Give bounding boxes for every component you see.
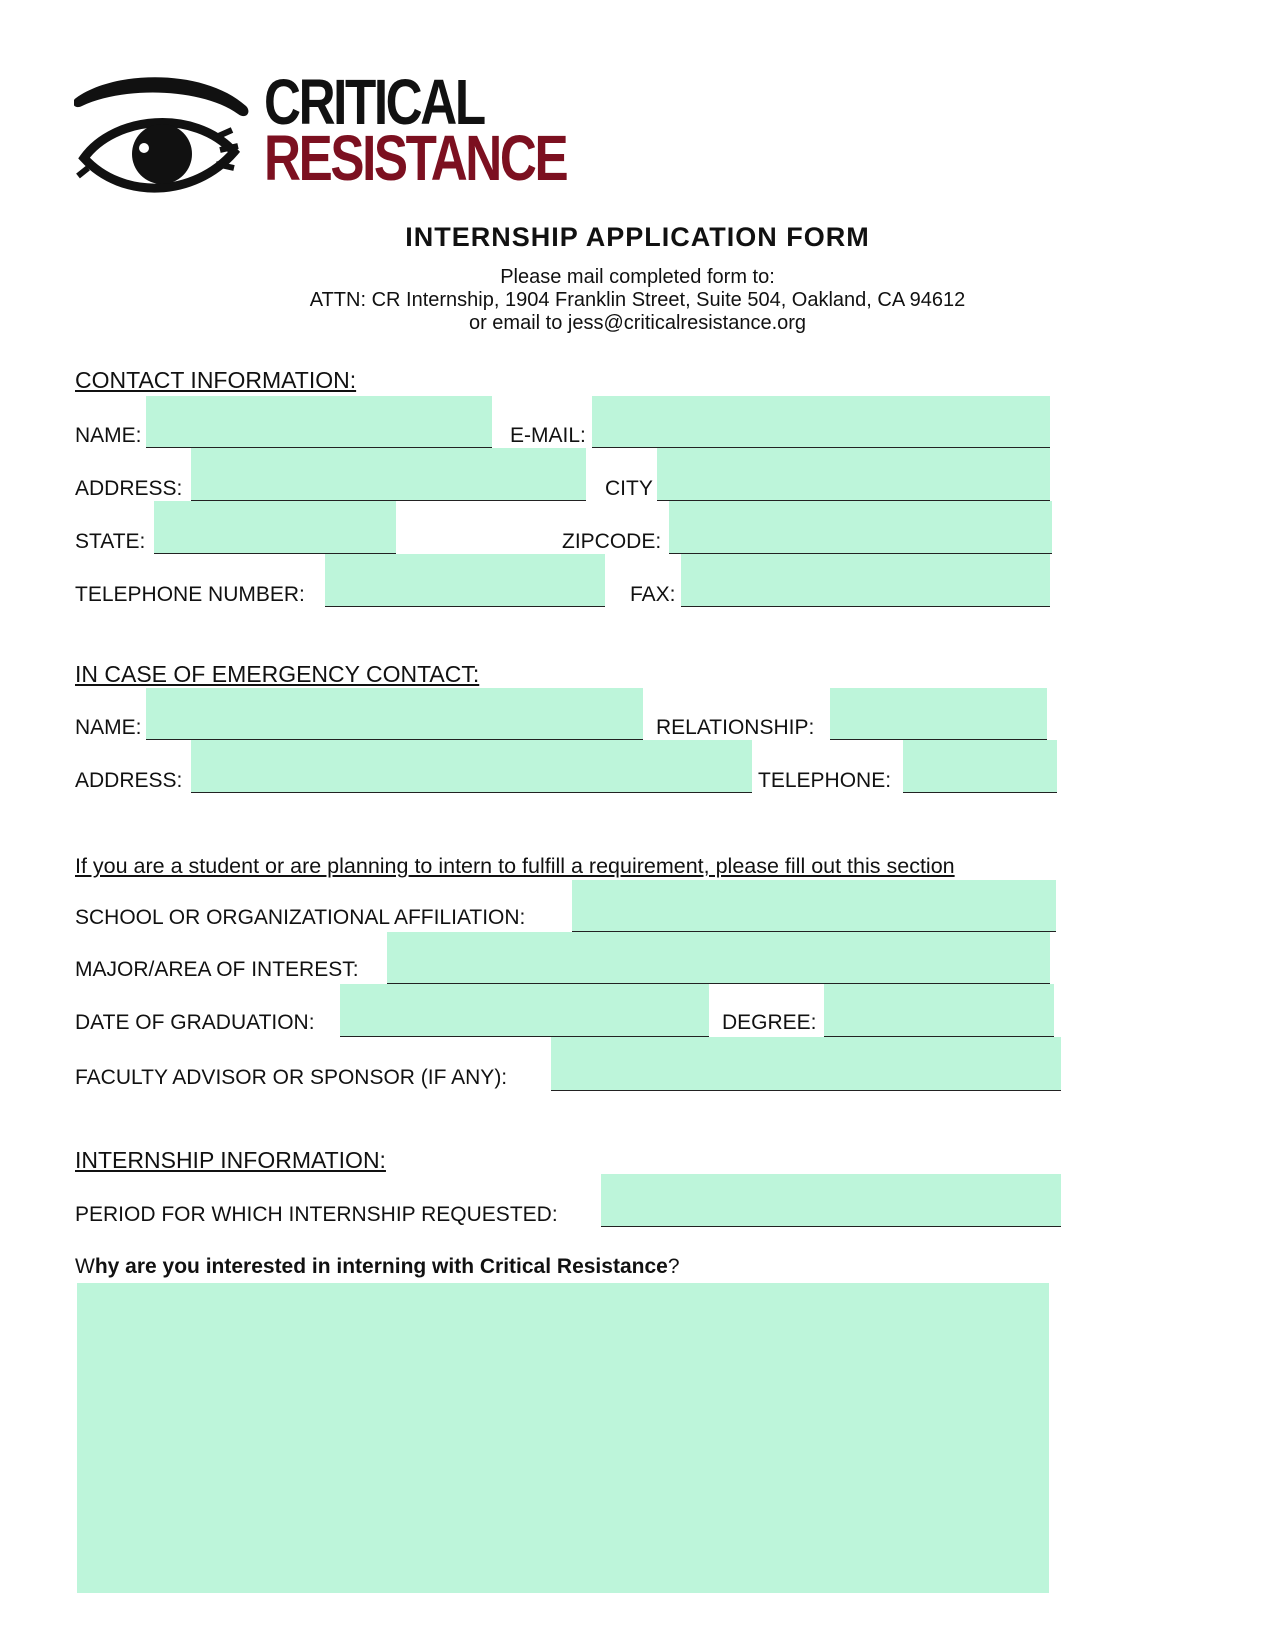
logo (74, 66, 634, 202)
emergency-heading: IN CASE OF EMERGENCY CONTACT: (75, 661, 480, 687)
period-label: PERIOD FOR WHICH INTERNSHIP REQUESTED: (75, 1203, 558, 1226)
major-field[interactable] (387, 932, 1050, 984)
email-label: E-MAIL: (510, 424, 586, 447)
name-field[interactable] (146, 396, 492, 448)
affiliation-field[interactable] (572, 880, 1056, 932)
graduation-field[interactable] (340, 984, 709, 1037)
degree-field[interactable] (824, 984, 1054, 1037)
degree-label: DEGREE: (722, 1011, 817, 1034)
interest-question-suffix: ? (667, 1255, 680, 1278)
emergency-address-label: ADDRESS: (75, 769, 183, 792)
graduation-label: DATE OF GRADUATION: (75, 1011, 315, 1034)
state-field[interactable] (154, 501, 396, 554)
emergency-name-label: NAME: (75, 716, 142, 739)
logo-line-resistance: RESISTANCE (264, 122, 567, 194)
student-heading: If you are a student or are planning to intern to fulfill a requirement, please fill out this section (75, 854, 955, 878)
telephone-field[interactable] (325, 554, 605, 607)
emergency-address-field[interactable] (191, 740, 752, 793)
city-label: CITY (605, 477, 653, 500)
logo-line-critical: CRITICAL (264, 66, 484, 138)
emergency-telephone-field[interactable] (903, 740, 1057, 793)
internship-heading: INTERNSHIP INFORMATION: (75, 1147, 386, 1173)
city-field[interactable] (657, 448, 1050, 501)
fax-field[interactable] (681, 554, 1050, 607)
interest-answer-field[interactable] (77, 1283, 1049, 1593)
interest-question-prefix: W (75, 1255, 95, 1278)
address-field[interactable] (191, 448, 586, 501)
major-label: MAJOR/AREA OF INTEREST: (75, 958, 359, 981)
fax-label: FAX: (630, 583, 676, 606)
state-label: STATE: (75, 530, 146, 553)
relationship-label: RELATIONSHIP: (656, 716, 815, 739)
interest-question (75, 1255, 680, 1279)
address-label: ADDRESS: (75, 477, 183, 500)
mail-instructions: Please mail completed form to: (500, 266, 775, 288)
eye-icon (74, 72, 254, 197)
zipcode-field[interactable] (669, 501, 1052, 554)
zipcode-label: ZIPCODE: (562, 530, 662, 553)
emergency-name-field[interactable] (146, 688, 643, 740)
emergency-telephone-label: TELEPHONE: (758, 769, 892, 792)
advisor-label: FACULTY ADVISOR OR SPONSOR (IF ANY): (75, 1066, 508, 1089)
telephone-label: TELEPHONE NUMBER: (75, 583, 305, 606)
contact-heading: CONTACT INFORMATION: (75, 367, 357, 393)
relationship-field[interactable] (830, 688, 1047, 740)
interest-question-bold: hy are you interested in interning with Critical Resistance (94, 1255, 668, 1278)
email-field[interactable] (592, 396, 1050, 448)
form-title: INTERNSHIP APPLICATION FORM (405, 222, 870, 252)
advisor-field[interactable] (551, 1037, 1061, 1091)
name-label: NAME: (75, 424, 142, 447)
affiliation-label: SCHOOL OR ORGANIZATIONAL AFFILIATION: (75, 906, 526, 929)
email-instructions: or email to jess@criticalresistance.org (468, 312, 807, 334)
period-field[interactable] (601, 1174, 1061, 1227)
mail-address: ATTN: CR Internship, 1904 Franklin Street, Suite 504, Oakland, CA 94612 (309, 289, 966, 311)
